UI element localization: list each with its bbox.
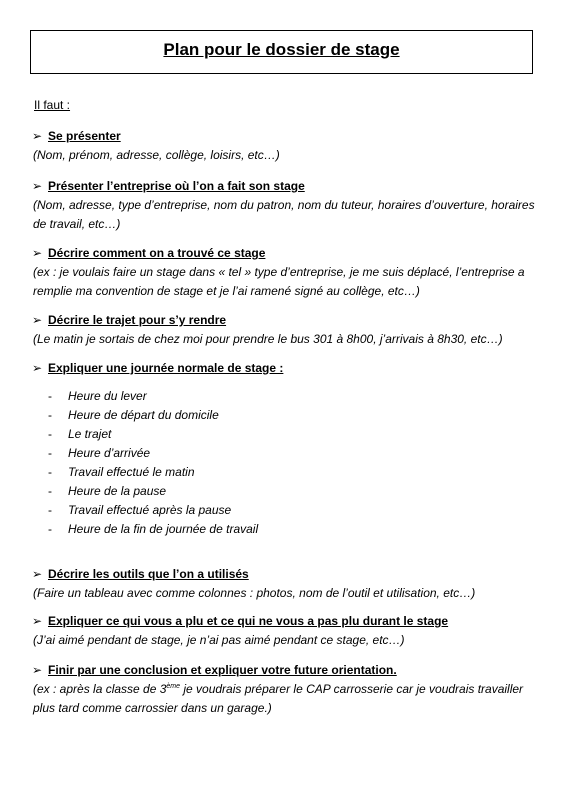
section-description: (J’ai aimé pendant de stage, je n’ai pas aimé pendant ce stage, etc…) [33, 633, 405, 647]
section-journee-normale [32, 360, 545, 376]
arrow-bullet-icon: ➢ [32, 361, 43, 375]
section-heading [32, 178, 545, 194]
list-item-label: Heure de la pause [68, 484, 167, 498]
section-trouve-stage [32, 245, 545, 301]
section-trajet [32, 312, 545, 349]
section-plu-pas-plu [32, 613, 545, 650]
superscript: ème [166, 683, 181, 690]
list-item-label: Heure de départ du domicile [68, 408, 219, 422]
section-description: (Nom, prénom, adresse, collège, loisirs, etc…) [33, 148, 280, 162]
list-item-label: Heure du lever [68, 389, 147, 403]
section-heading [32, 566, 545, 582]
dash-bullet-icon: - [48, 427, 52, 441]
section-heading-label: Décrire comment on a trouvé ce stage [48, 246, 266, 260]
section-heading-label: Expliquer ce qui vous a plu et ce qui ne vous a pas plu durant le stage [48, 614, 449, 628]
section-heading-label: Finir par une conclusion et expliquer votre future orientation. [48, 663, 397, 677]
arrow-bullet-icon: ➢ [32, 614, 43, 628]
list-item-label: Travail effectué le matin [68, 465, 195, 479]
section-heading-label: Se présenter [48, 129, 121, 143]
description-part: je voudrais préparer le CAP carrosserie car je voudrais travailler plus tard comme carrossier dans un garage.) [33, 682, 524, 715]
list-item [48, 520, 258, 539]
section-description: (Nom, adresse, type d’entreprise, nom du patron, nom du tuteur, horaires d’ouverture, horaires de travail, etc…) [33, 198, 535, 231]
list-item [48, 501, 258, 520]
dash-bullet-icon: - [48, 465, 52, 479]
dash-bullet-icon: - [48, 446, 52, 460]
section-heading-label: Décrire le trajet pour s’y rendre [48, 313, 227, 327]
section-presenter-entreprise [32, 178, 545, 234]
list-item-label: Travail effectué après la pause [68, 503, 232, 517]
intro-text: Il faut : [34, 98, 71, 112]
section-heading [32, 245, 545, 261]
arrow-bullet-icon: ➢ [32, 567, 43, 581]
section-heading [32, 312, 545, 328]
section-heading-label: Expliquer une journée normale de stage : [48, 361, 284, 375]
section-description: (Le matin je sortais de chez moi pour prendre le bus 301 à 8h00, j’arrivais à 8h30, etc…) [33, 332, 503, 346]
arrow-bullet-icon: ➢ [32, 663, 43, 677]
dash-bullet-icon: - [48, 389, 52, 403]
list-item-label: Le trajet [68, 427, 112, 441]
description-part: (ex : après la classe de 3 [33, 682, 167, 696]
section-se-presenter [32, 128, 545, 165]
arrow-bullet-icon: ➢ [32, 129, 43, 143]
section-description [32, 680, 545, 718]
arrow-bullet-icon: ➢ [32, 313, 43, 327]
dash-bullet-icon: - [48, 484, 52, 498]
section-heading [32, 360, 545, 376]
section-heading [32, 662, 545, 678]
list-item [48, 387, 258, 406]
arrow-bullet-icon: ➢ [32, 246, 43, 260]
list-item [48, 425, 258, 444]
section-description: (ex : je voulais faire un stage dans « tel » type d’entreprise, je me suis déplacé, l’entreprise a remplie ma convention de stage et je l’ai ramené signé au collège, etc…) [33, 265, 525, 298]
list-item [48, 444, 258, 463]
section-heading [32, 128, 545, 144]
section-outils [32, 566, 545, 603]
section-heading-label: Présenter l’entreprise où l’on a fait son stage [48, 179, 305, 193]
section-description: (Faire un tableau avec comme colonnes : photos, nom de l’outil et utilisation, etc…) [33, 586, 476, 600]
list-item-label: Heure d’arrivée [68, 446, 151, 460]
section-heading [32, 613, 545, 629]
dash-bullet-icon: - [48, 408, 52, 422]
list-item [48, 482, 258, 501]
page-title: Plan pour le dossier de stage [163, 40, 400, 59]
section-heading-label: Décrire les outils que l’on a utilisés [48, 567, 249, 581]
list-item-label: Heure de la fin de journée de travail [68, 522, 259, 536]
dash-bullet-icon: - [48, 503, 52, 517]
list-item [48, 406, 258, 425]
dash-bullet-icon: - [48, 522, 52, 536]
arrow-bullet-icon: ➢ [32, 179, 43, 193]
day-items-list [48, 387, 258, 539]
list-item [48, 463, 258, 482]
section-conclusion [32, 662, 545, 718]
title-box [30, 30, 533, 74]
